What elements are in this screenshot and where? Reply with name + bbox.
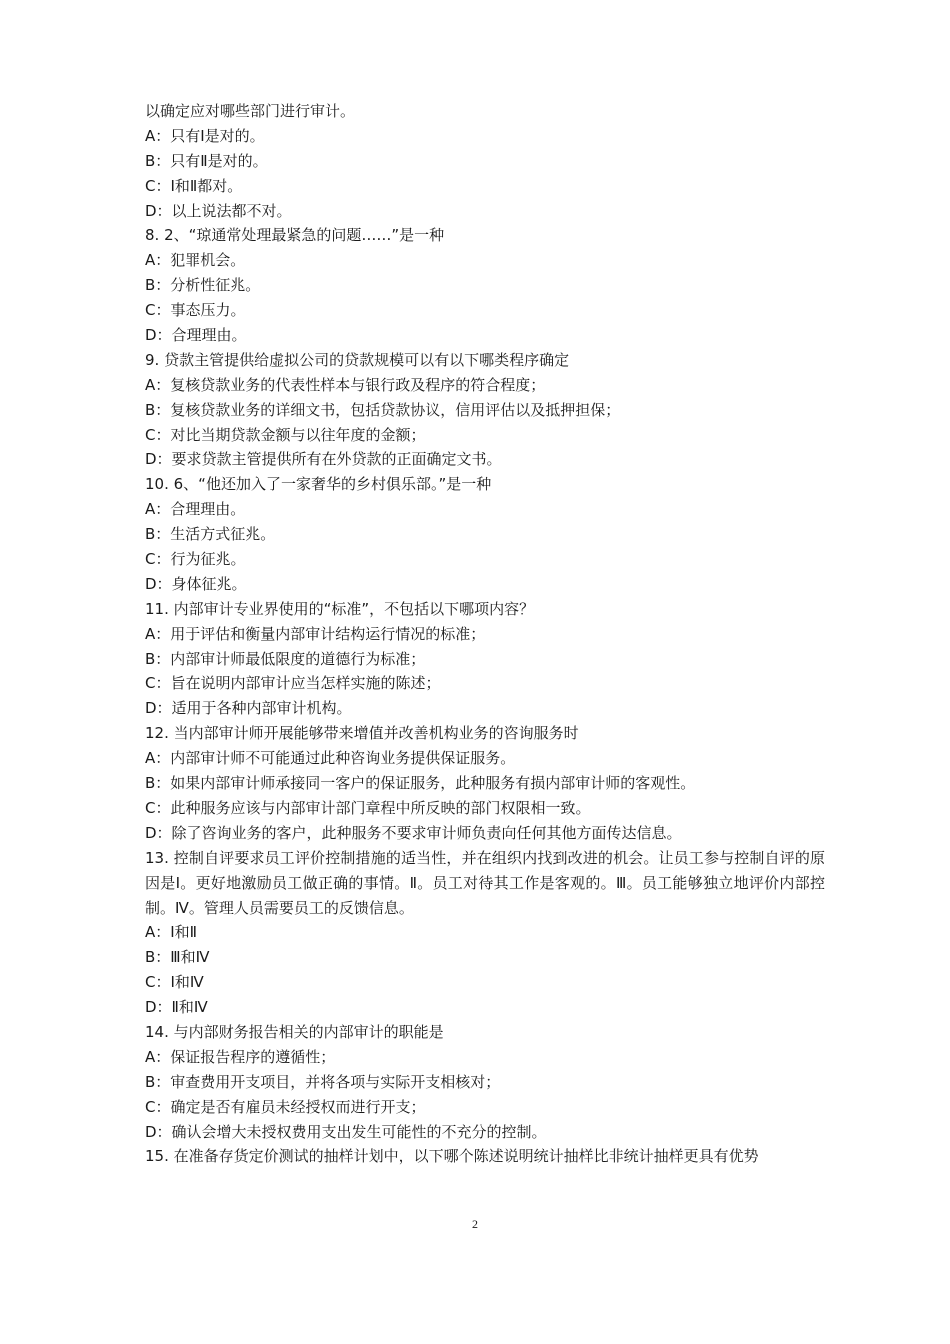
question-13-option-a: A：Ⅰ和Ⅱ: [145, 923, 198, 942]
text-line: B：分析性征兆。: [145, 276, 261, 295]
text-line: D：以上说法都不对。: [145, 201, 292, 220]
text-line: D：要求贷款主管提供所有在外贷款的正面确定文书。: [145, 450, 502, 469]
text-line: A：犯罪机会。: [145, 251, 246, 270]
text-line: B：内部审计师最低限度的道德行为标准；: [145, 649, 426, 668]
text-line: 11. 内部审计专业界使用的“标准”，不包括以下哪项内容？: [145, 599, 535, 618]
question-13-option-b: B：Ⅲ和Ⅳ: [145, 948, 210, 967]
text-line: C：对比当期贷款金额与以往年度的金额；: [145, 425, 426, 444]
text-line: A：只有Ⅰ是对的。: [145, 126, 265, 145]
text-lines: [145, 99, 825, 846]
text-line: A：用于评估和衡量内部审计结构运行情况的标准；: [145, 624, 486, 643]
question-13-option-c: C：Ⅰ和Ⅳ: [145, 973, 204, 992]
text-line: C：Ⅰ和Ⅱ都对。: [145, 176, 243, 195]
text-line: 以确定应对哪些部门进行审计。: [145, 102, 356, 120]
text-line: C：事态压力。: [145, 301, 246, 320]
text-line: B：生活方式征兆。: [145, 525, 276, 544]
text-line: 8. 2、“琼通常处理最紧急的问题……”是一种: [145, 226, 445, 245]
question-14-option-c: C：确定是否有雇员未经授权而进行开支；: [145, 1097, 426, 1116]
question-13-option-d: D：Ⅱ和Ⅳ: [145, 998, 208, 1017]
page-number: 2: [472, 1217, 478, 1231]
text-line: 10. 6、“他还加入了一家奢华的乡村俱乐部。”是一种: [145, 475, 492, 494]
text-line: C：旨在说明内部审计应当怎样实施的陈述；: [145, 674, 441, 693]
text-line: D：合理理由。: [145, 326, 247, 345]
page-content: [145, 99, 825, 1169]
question-13-stem: 13. 控制自评要求员工评价控制措施的适当性，并在组织内找到改进的机会。让员工参与控制自评的原因是Ⅰ。更好地激励员工做正确的事情。Ⅱ。员工对待其工作是客观的。Ⅲ。员工能够独立地评价内部控制。Ⅳ。管理人员需要员工的反馈信息。: [145, 848, 825, 917]
text-line: C：此种服务应该与内部审计部门章程中所反映的部门权限相一致。: [145, 798, 591, 817]
question-14-option-d: D：确认会增大未授权费用支出发生可能性的不充分的控制。: [145, 1122, 547, 1141]
question-15-stem: 15. 在准备存货定价测试的抽样计划中，以下哪个陈述说明统计抽样比非统计抽样更具有优势: [145, 1147, 759, 1166]
text-line: B：只有Ⅱ是对的。: [145, 151, 268, 170]
text-line: A：复核贷款业务的代表性样本与银行政及程序的符合程度；: [145, 375, 546, 394]
text-line: C：行为征兆。: [145, 550, 246, 569]
text-line: D：身体征兆。: [145, 574, 247, 593]
text-line: 9. 贷款主管提供给虚拟公司的贷款规模可以有以下哪类程序确定: [145, 350, 570, 369]
question-14-option-a: A：保证报告程序的遵循性；: [145, 1047, 336, 1066]
text-line: B：复核贷款业务的详细文书，包括贷款协议，信用评估以及抵押担保；: [145, 400, 621, 419]
text-line: A：内部审计师不可能通过此种咨询业务提供保证服务。: [145, 749, 516, 768]
text-line: 12. 当内部审计师开展能够带来增值并改善机构业务的咨询服务时: [145, 724, 579, 743]
question-14-option-b: B：审查费用开支项目，并将各项与实际开支相核对；: [145, 1072, 501, 1091]
text-line: A：合理理由。: [145, 500, 246, 519]
question-14-stem: 14. 与内部财务报告相关的内部审计的职能是: [145, 1023, 444, 1041]
text-line: D：适用于各种内部审计机构。: [145, 699, 352, 718]
text-line: B：如果内部审计师承接同一客户的保证服务，此种服务有损内部审计师的客观性。: [145, 774, 696, 793]
text-line: D：除了咨询业务的客户，此种服务不要求审计师负责向任何其他方面传达信息。: [145, 823, 682, 842]
